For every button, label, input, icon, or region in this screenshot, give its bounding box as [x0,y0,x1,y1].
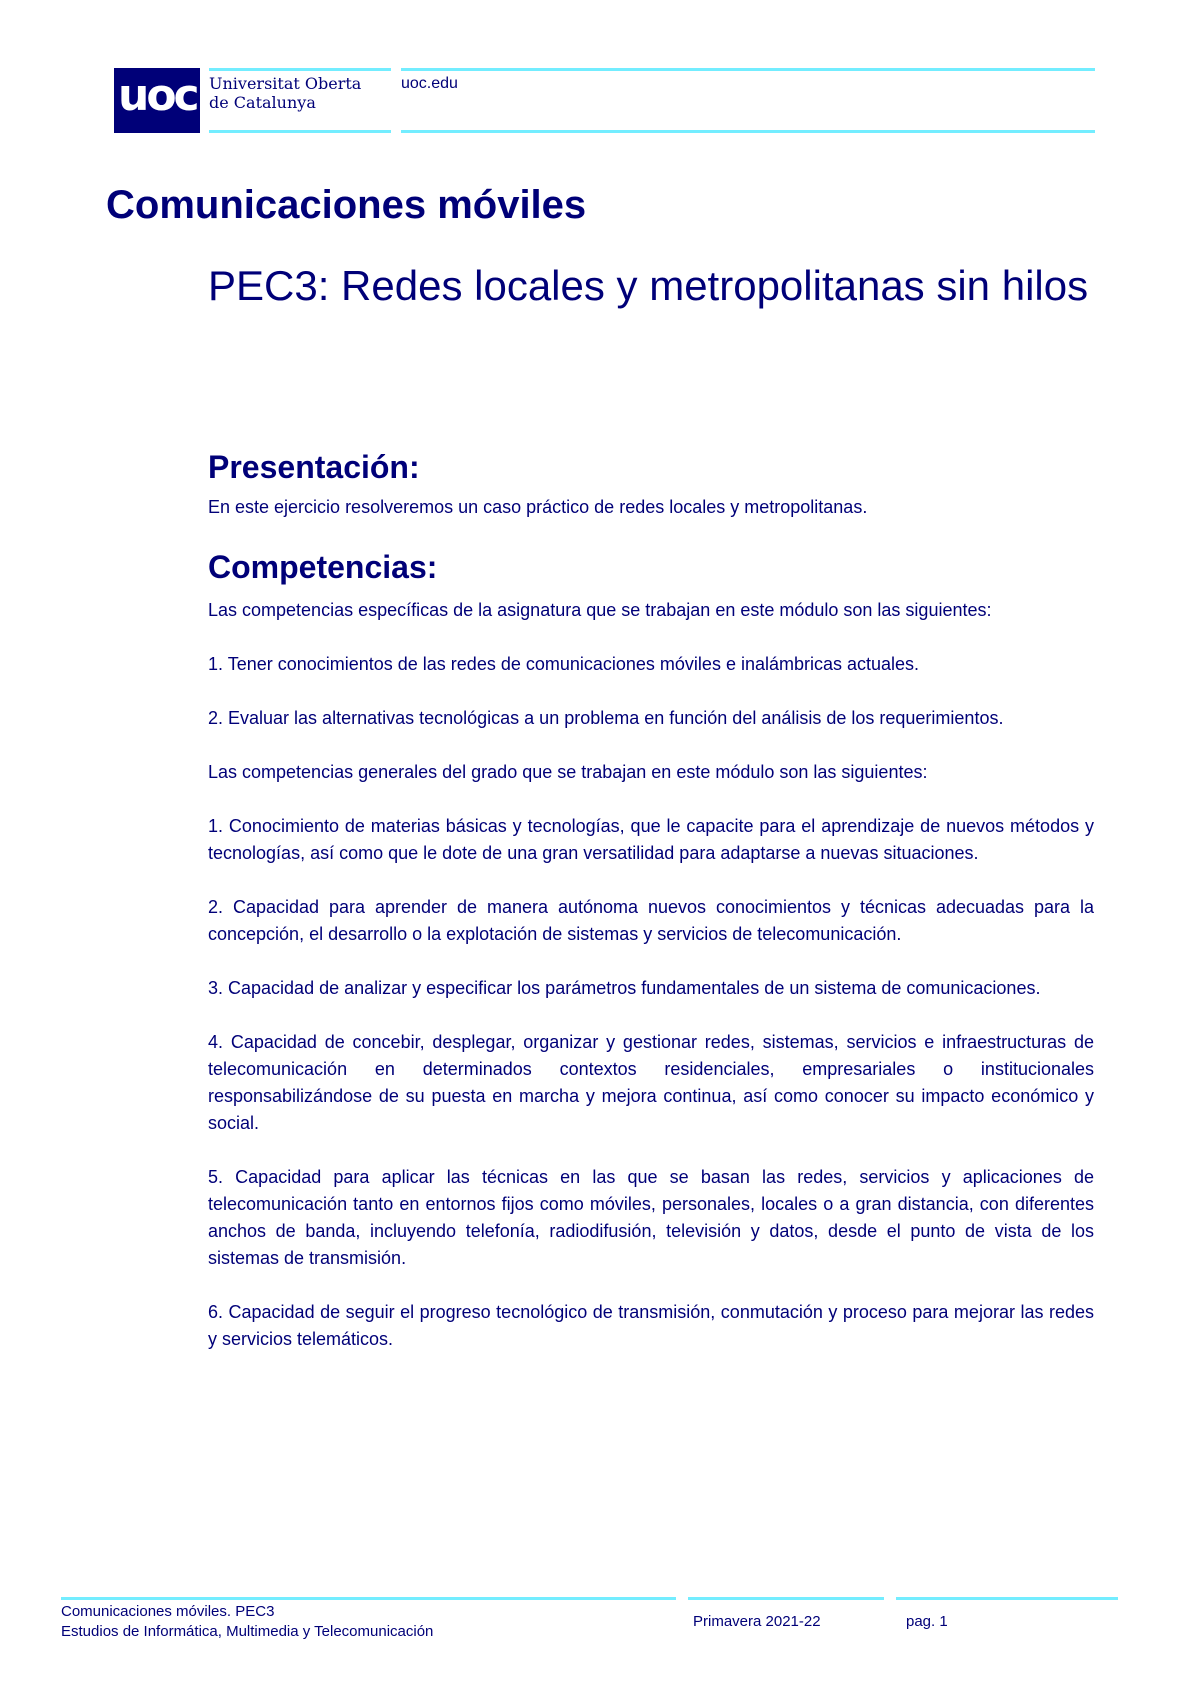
footer-studies-line: Estudios de Informática, Multimedia y Telecomunicación [61,1623,434,1640]
university-name-line1: Universitat Oberta [209,74,362,93]
general-competency-item: 1. Conocimiento de materias básicas y tecnologías, que le capacite para el aprendizaje de nuevos métodos y tecnologías, así como que le dote de una gran versatilidad para adaptarse a nuevas situaciones. [208,816,1094,863]
assignment-title: PEC3: Redes locales y metropolitanas sin hilos [208,262,1089,309]
general-competency-item: 6. Capacidad de seguir el progreso tecnológico de transmisión, conmutación y proceso para mejorar las redes y servicios telemáticos. [208,1302,1094,1349]
general-competencies-intro: Las competencias generales del grado que se trabajan en este módulo son las siguientes: [208,762,928,782]
general-competency-item: 4. Capacidad de concebir, desplegar, organizar y gestionar redes, sistemas, servicios e infraestructuras de telecomunicación en determinados contextos residenciales, empresariales o institucionales responsabilizándose de su puesta en marcha y mejora continua, así como conocer su impacto económico y social. [208,1032,1094,1133]
footer-semester: Primavera 2021-22 [693,1613,821,1630]
university-name [209,74,361,112]
competencies-heading: Competencias: [208,549,438,585]
document-body [208,447,1094,1353]
presentation-heading: Presentación: [208,449,420,485]
general-competency-item: 3. Capacidad de analizar y especificar los parámetros fundamentales de un sistema de comunicaciones. [208,978,1041,998]
header-rule-top-right [401,68,1095,71]
presentation-text: En este ejercicio resolveremos un caso práctico de redes locales y metropolitanas. [208,497,868,517]
specific-competency-item: 2. Evaluar las alternativas tecnológicas a un problema en función del análisis de los requerimientos. [208,708,1004,728]
website-link[interactable]: uoc.edu [401,75,458,92]
logo-text: uoc [118,70,197,121]
specific-competency-item: 1. Tener conocimientos de las redes de comunicaciones móviles e inalámbricas actuales. [208,654,920,674]
uoc-logo [114,68,200,133]
specific-competencies-intro: Las competencias específicas de la asignatura que se trabajan en este módulo son las siguientes: [208,600,992,620]
general-competency-item: 2. Capacidad para aprender de manera autónoma nuevos conocimientos y técnicas adecuadas para la concepción, el desarrollo o la explotación de sistemas y servicios de telecomunicación. [208,897,1094,944]
course-title: Comunicaciones móviles [106,183,587,227]
header-rule-bottom-right [401,130,1095,133]
footer-course-line: Comunicaciones móviles. PEC3 [61,1603,275,1620]
university-name-line2: de Catalunya [209,93,316,112]
footer-page-number: pag. 1 [906,1613,948,1630]
footer-rule-middle [688,1597,884,1600]
footer-rule-left [61,1597,676,1600]
header-rule-top-left [209,68,391,71]
footer-rule-right [896,1597,1118,1600]
header-rule-bottom-left [209,130,391,133]
general-competency-item: 5. Capacidad para aplicar las técnicas en las que se basan las redes, servicios y aplicaciones de telecomunicación tanto en entornos fijos como móviles, personales, locales o a gran distancia, con diferentes anchos de banda, incluyendo telefonía, radiodifusión, televisión y datos, desde el punto de vista de los sistemas de transmisión. [208,1167,1094,1268]
